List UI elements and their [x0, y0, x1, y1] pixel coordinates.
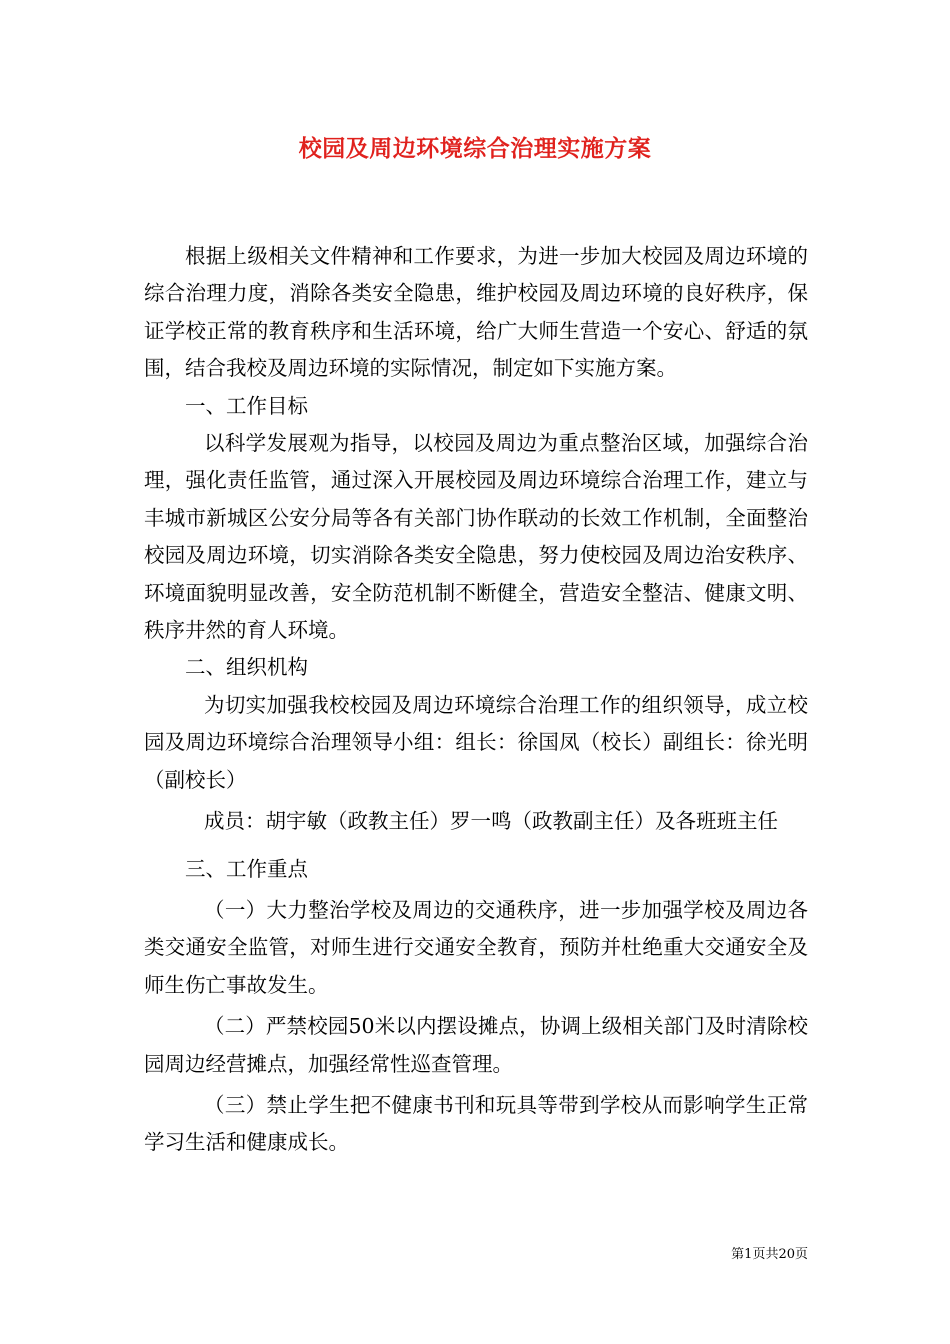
goals-paragraph: 以科学发展观为指导，以校园及周边为重点整治区域，加强综合治理，强化责任监管，通过深入开展校园及周边环境综合治理工作，建立与丰城市新城区公安分局等各有关部门协作联动的长效工作机制，全面整治校园及周边环境，切实消除各类安全隐患，努力使校园及周边治安秩序、环境面貌明显改善，安全防范机制不断健全，营造安全整洁、健康文明、秩序井然的育人环境。: [144, 431, 808, 643]
focus-item-3: （三）禁止学生把不健康书刊和玩具等带到学校从而影响学生正常学习生活和健康成长。: [144, 1092, 808, 1155]
page-number: 第1页共20页: [731, 1247, 808, 1262]
organization-paragraph: 为切实加强我校校园及周边环境综合治理工作的组织领导，成立校园及周边环境综合治理领导小组：组长：徐国凤（校长）副组长：徐光明（副校长）: [144, 692, 808, 792]
section-heading-focus: 三、工作重点: [185, 856, 308, 881]
document-title: 校园及周边环境综合治理实施方案: [298, 135, 652, 162]
members-paragraph: 成员：胡宇敏（政教主任）罗一鸣（政教副主任）及各班班主任: [204, 809, 778, 834]
focus-item-2: （二）严禁校园50米以内摆设摊点，协调上级相关部门及时清除校园周边经营摊点，加强经常性巡查管理。: [144, 1014, 808, 1076]
document-body: [144, 238, 808, 1162]
section-heading-organization: 二、组织机构: [185, 655, 308, 680]
intro-paragraph: 根据上级相关文件精神和工作要求，为进一步加大校园及周边环境的综合治理力度，消除各类安全隐患，维护校园及周边环境的良好秩序，保证学校正常的教育秩序和生活环境，给广大师生营造一个安心、舒适的氛围，结合我校及周边环境的实际情况，制定如下实施方案。: [144, 244, 808, 381]
section-heading-goals: 一、工作目标: [185, 393, 308, 418]
focus-item-1: （一）大力整治学校及周边的交通秩序，进一步加强学校及周边各类交通安全监管，对师生进行交通安全教育，预防并杜绝重大交通安全及师生伤亡事故发生。: [144, 897, 808, 997]
